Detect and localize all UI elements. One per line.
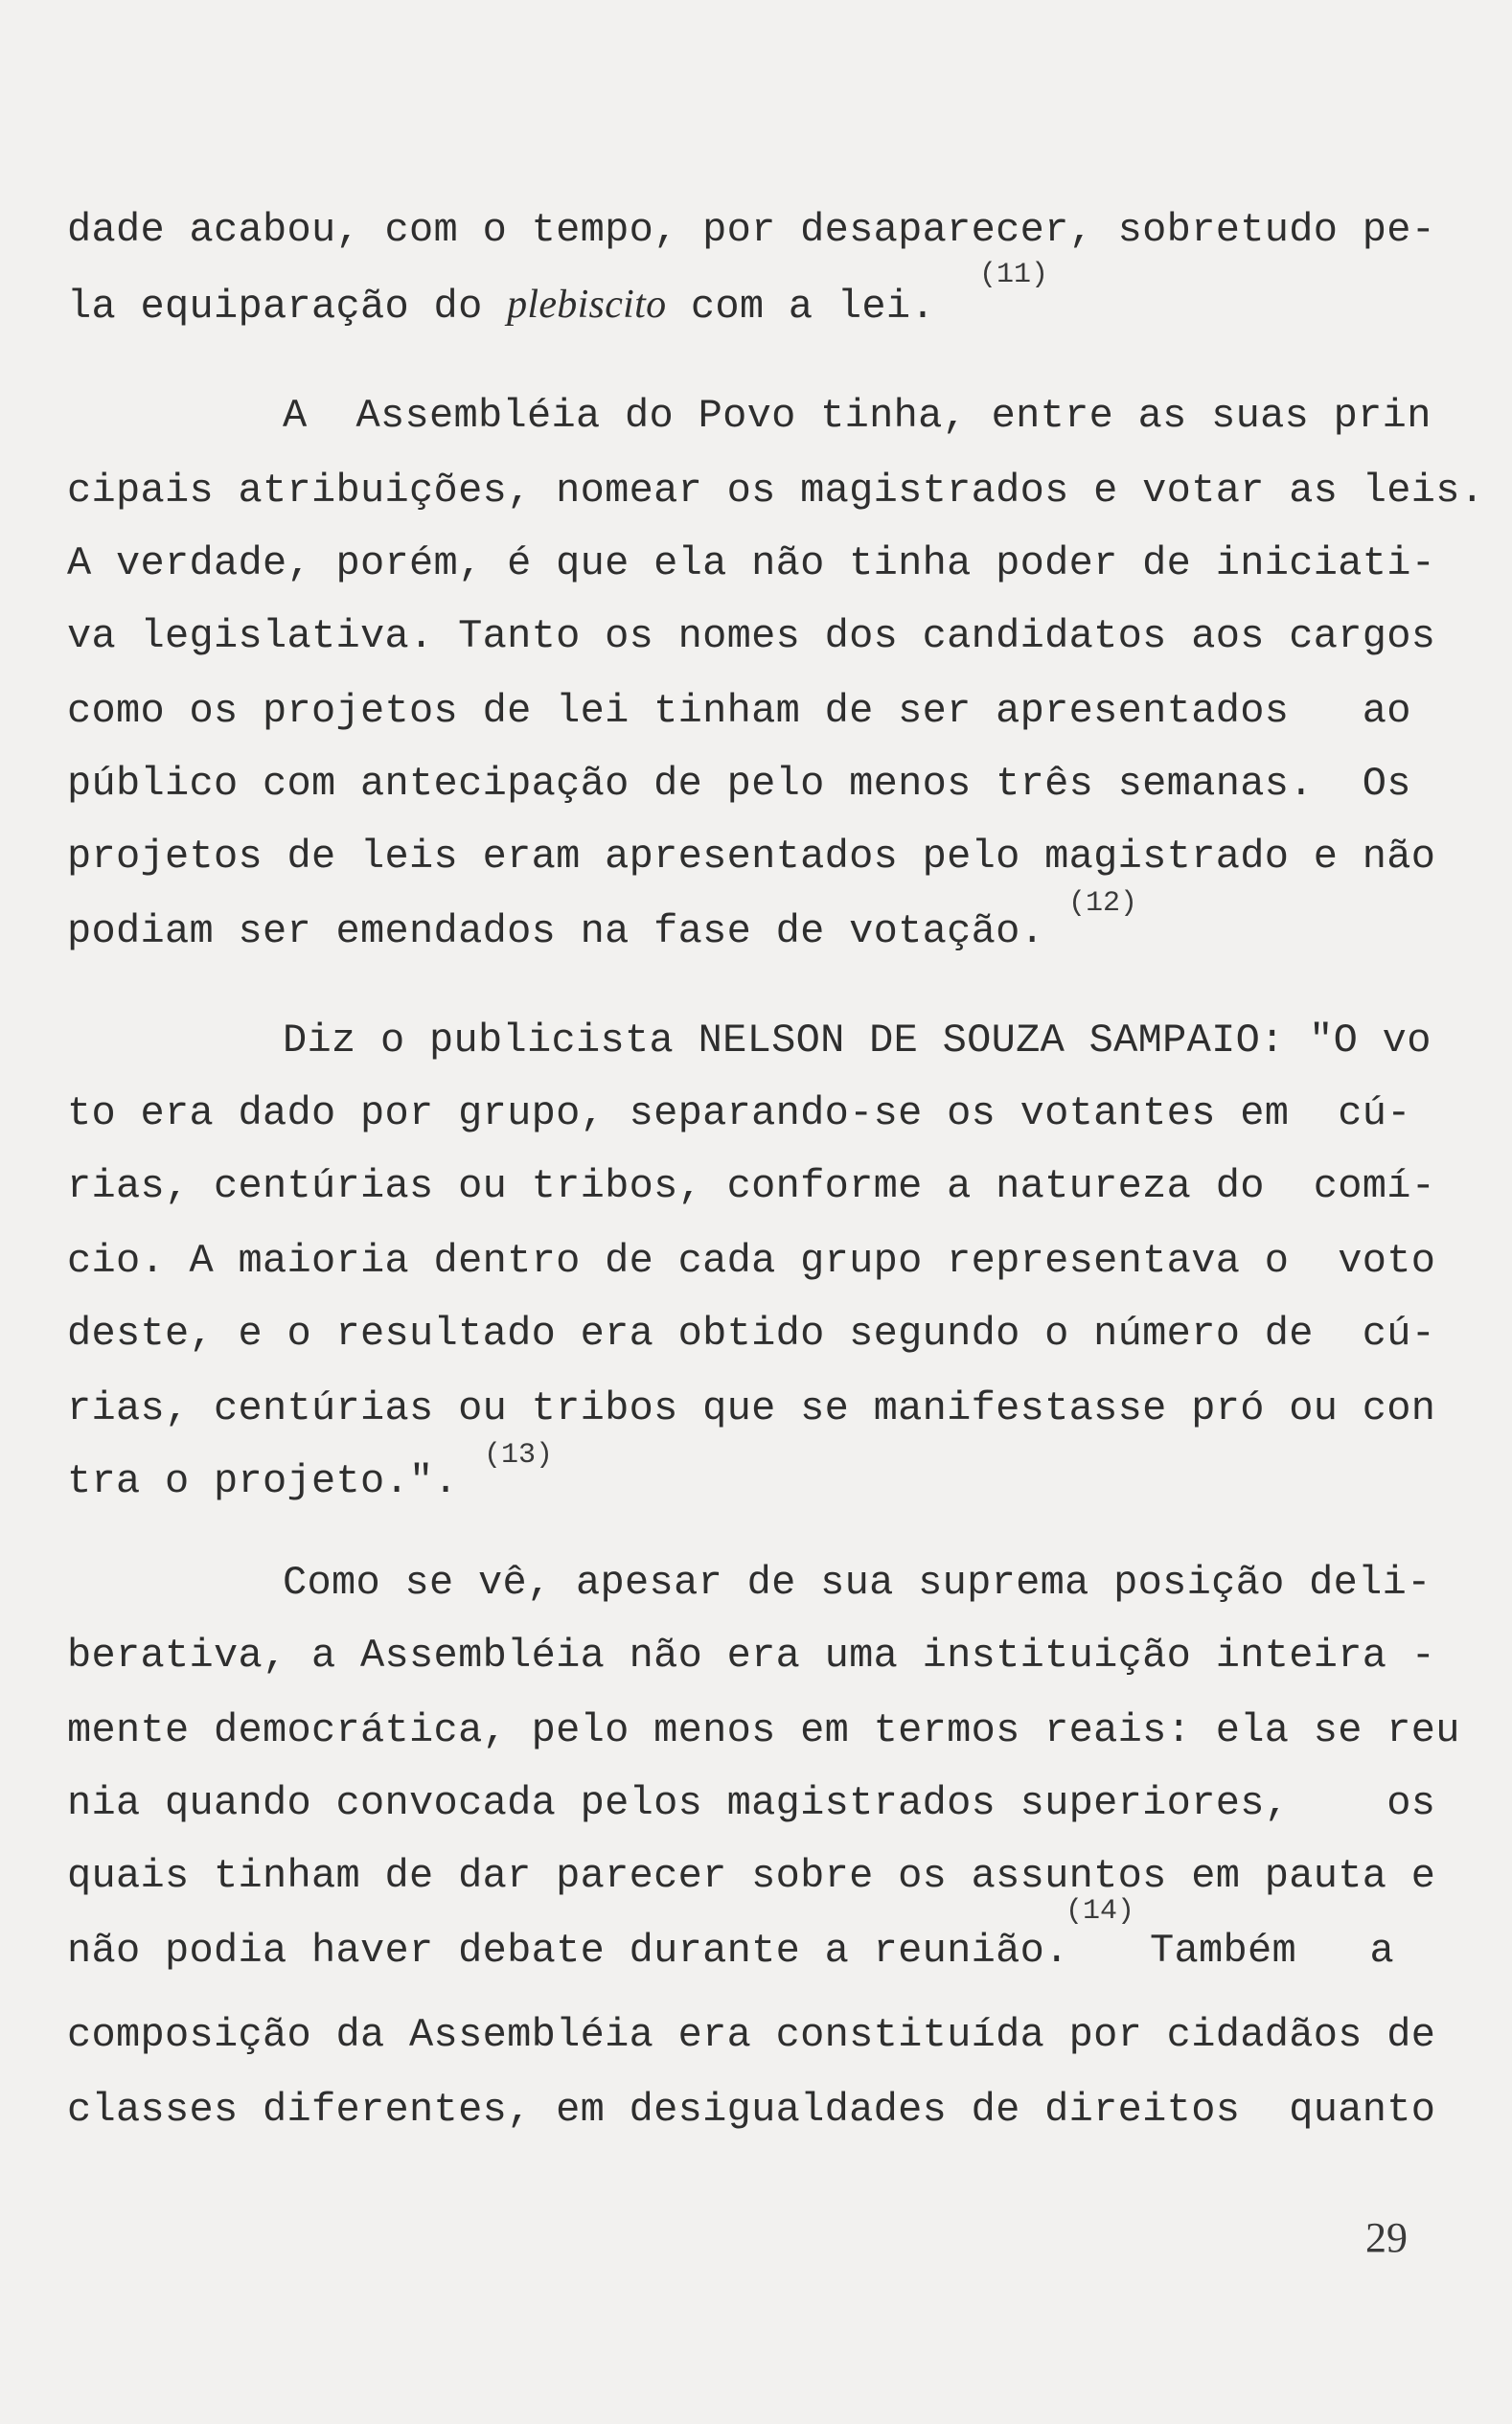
footnote-13: (13) [484, 1439, 554, 1472]
paragraph-3-line-4: cio. A maioria dentro de cada grupo representava o voto [67, 1238, 1436, 1284]
page-number: 29 [1365, 2214, 1408, 2261]
footnote-14: (14) [1065, 1895, 1135, 1928]
paragraph-3-line-3: rias, centúrias ou tribos, conforme a natureza do comí- [67, 1163, 1436, 1209]
paragraph-4-line-6-end: Também a [1150, 1928, 1395, 1974]
paragraph-1-line-2-end: com a lei. [666, 284, 935, 330]
paragraph-4-line-2: berativa, a Assembléia não era uma instituição inteira - [67, 1633, 1436, 1679]
paragraph-2-line-3: A verdade, porém, é que ela não tinha poder de iniciati- [67, 540, 1436, 586]
paragraph-2-line-1: A Assembléia do Povo tinha, entre as suas prin [283, 393, 1432, 439]
footnote-11: (11) [979, 259, 1049, 291]
plebiscito-italic: plebiscito [507, 283, 667, 327]
paragraph-3-line-1: Diz o publicista NELSON DE SOUZA SAMPAIO: "O vo [283, 1018, 1432, 1063]
paragraph-4-line-1: Como se vê, apesar de sua suprema posição deli- [283, 1560, 1432, 1606]
paragraph-2-line-5: como os projetos de lei tinham de ser apresentados ao [67, 688, 1411, 734]
paragraph-4-line-4: nia quando convocada pelos magistrados superiores, os [67, 1780, 1436, 1826]
paragraph-2-line-4: va legislativa. Tanto os nomes dos candidatos aos cargos [67, 613, 1436, 659]
paragraph-2-line-2: cipais atribuições, nomear os magistrados e votar as leis. [67, 468, 1485, 514]
paragraph-3-line-6: rias, centúrias ou tribos que se manifestasse pró ou con [67, 1385, 1436, 1431]
paragraph-3-line-7: tra o projeto.". [67, 1458, 459, 1504]
paragraph-4-line-8: classes diferentes, em desigualdades de direitos quanto [67, 2087, 1436, 2133]
paragraph-4-line-3: mente democrática, pelo menos em termos reais: ela se reu [67, 1707, 1460, 1753]
footnote-12: (12) [1068, 887, 1138, 920]
paragraph-2-line-7: projetos de leis eram apresentados pelo magistrado e não [67, 834, 1436, 880]
paragraph-4-line-7: composição da Assembléia era constituída por cidadãos de [67, 2012, 1436, 2058]
paragraph-3-line-2: to era dado por grupo, separando-se os votantes em cú- [67, 1090, 1411, 1136]
paragraph-2-line-8: podiam ser emendados na fase de votação. [67, 908, 1045, 954]
paragraph-1-line-1: dade acabou, com o tempo, por desaparecer, sobretudo pe- [67, 207, 1436, 253]
paragraph-1-line-2-text: la equiparação do [67, 284, 508, 330]
paragraph-4-line-6: não podia haver debate durante a reunião. [67, 1928, 1069, 1974]
paragraph-2-line-6: público com antecipação de pelo menos três semanas. Os [67, 761, 1411, 807]
paragraph-1-line-2 [67, 280, 1428, 332]
paragraph-4-line-5: quais tinham de dar parecer sobre os assuntos em pauta e [67, 1853, 1436, 1899]
paragraph-3-line-5: deste, e o resultado era obtido segundo o número de cú- [67, 1311, 1436, 1357]
